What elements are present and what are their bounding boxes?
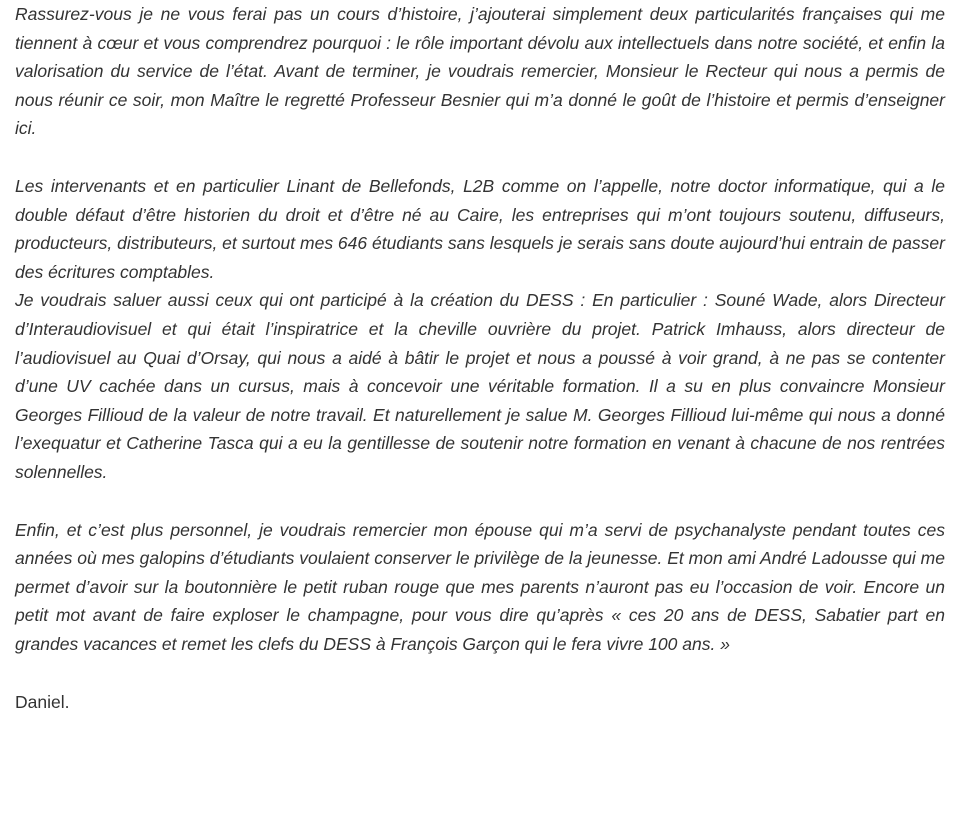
article-body (15, 0, 945, 717)
paragraph-thanks-intro: Rassurez-vous je ne vous ferai pas un cours d’histoire, j’ajouterai simplement deux particularités françaises qui me tiennent à cœur et vous comprendrez pourquoi : le rôle important dévolu aux intellectuels dans notre société, et enfin la valorisation du service de l’état. Avant de terminer, je voudrais remercier, Monsieur le Recteur qui nous a permis de nous réunir ce soir, mon Maître le regretté Professeur Besnier qui m’a donné le goût de l’histoire et permis d’enseigner ici. (15, 4, 945, 139)
paragraph-contributors: Les intervenants et en particulier Linant de Bellefonds, L2B comme on l’appelle, notre doctor informatique, qui a le double défaut d’être historien du droit et d’être né au Caire, les entreprises qui m’ont toujours soutenu, diffuseurs, producteurs, distributeurs, et surtout mes 646 étudiants sans lesquels je serais sans doute aujourd’hui entrain de passer des écritures comptables. (15, 175, 945, 282)
signature: Daniel. (15, 692, 70, 713)
paragraph-dess-founders: Je voudrais saluer aussi ceux qui ont participé à la création du DESS : En particulier : Souné Wade, alors Directeur d’Interaudiovisuel et qui était l’inspiratrice et la cheville ouvrière du projet. Patrick Imhauss, alors directeur de l’audiovisuel au Quai d’Orsay, qui nous a aidé à bâtir le projet et nous a poussé à voir grand, à ne pas se contenter d’une UV cachée dans un cursus, mais à concevoir une véritable formation. Il a su en plus convaincre Monsieur Georges Fillioud de la valeur de notre travail. Et naturellement je salue M. Georges Fillioud lui-même qui nous a donné l’exequatur et Catherine Tasca qui a eu la gentillesse de soutenir notre formation en venant à chacune de nos rentrées solennelles. (15, 290, 945, 482)
paragraph-personal-thanks: Enfin, et c’est plus personnel, je voudrais remercier mon épouse qui m’a servi de psychanalyste pendant toutes ces années où mes galopins d’étudiants voulaient conserver le privilège de la jeunesse. Et mon ami André Ladousse qui me permet d’avoir sur la boutonnière le petit ruban rouge que mes parents n’auront pas eu l’occasion de voir. Encore un petit mot avant de faire exploser le champagne, pour vous dire qu’après « ces 20 ans de DESS, Sabatier part en grandes vacances et remet les clefs du DESS à François Garçon qui le fera vivre 100 ans. » (15, 519, 945, 654)
